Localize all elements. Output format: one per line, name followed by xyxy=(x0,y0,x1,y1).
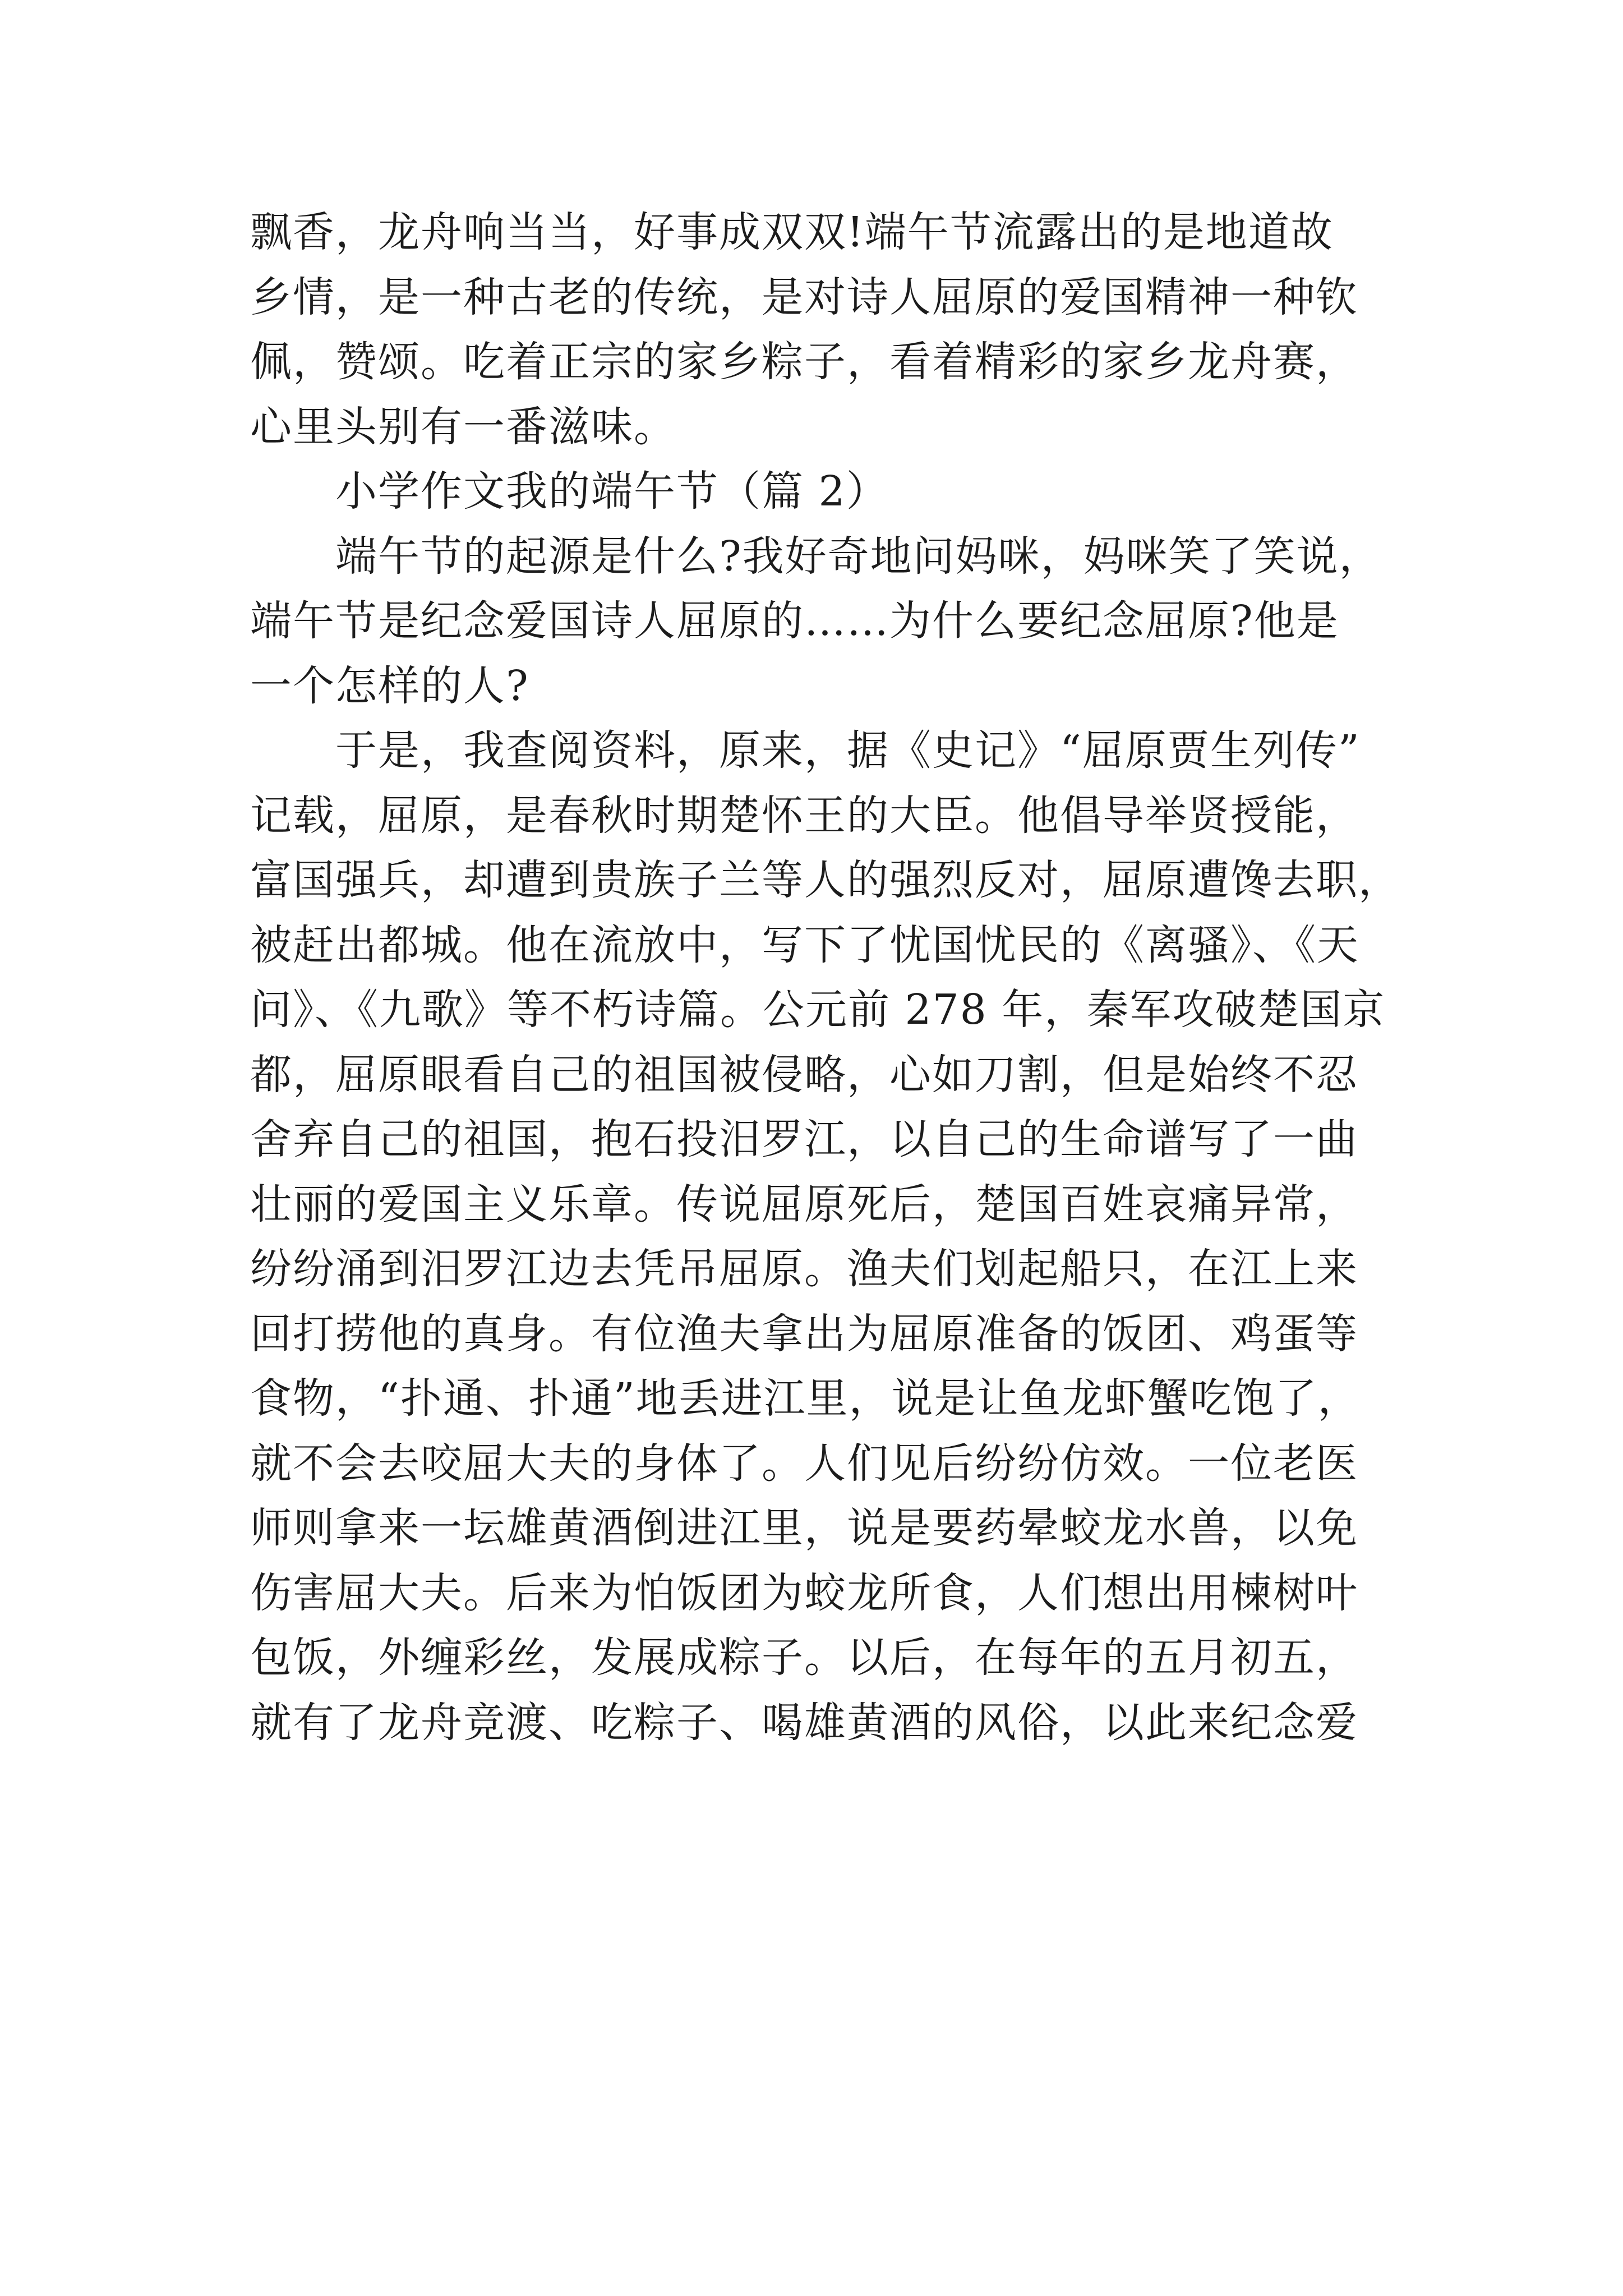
text-line: 被赶出都城。他在流放中，写下了忧国忧民的《离骚》、《天 xyxy=(250,921,1359,969)
text-line: 富国强兵，却遭到贵族子兰等人的强烈反对，屈原遭馋去职， xyxy=(250,856,1401,904)
text-line: 佩，赞颂。吃着正宗的家乡粽子，看着精彩的家乡龙舟赛， xyxy=(250,338,1358,386)
text-line: 记载，屈原，是春秋时期楚怀王的大臣。他倡导举贤授能， xyxy=(250,791,1358,840)
paragraph-3 xyxy=(250,719,1401,1755)
text-line: 问》、《九歌》等不朽诗篇。公元前 278 年，秦军攻破楚国京 xyxy=(250,986,1386,1034)
text-line: 舍弃自己的祖国，抱石投汨罗江，以自己的生命谱写了一曲 xyxy=(250,1115,1358,1163)
text-line: 壮丽的爱国主义乐章。传说屈原死后，楚国百姓哀痛异常， xyxy=(250,1180,1358,1228)
text-line: 心里头别有一番滋味。 xyxy=(250,402,676,451)
text-line: 乡情，是一种古老的传统，是对诗人屈原的爱国精神一种钦 xyxy=(250,273,1358,321)
text-line: 一个怎样的人? xyxy=(250,661,529,710)
section-heading: 小学作文我的端午节（篇 2） xyxy=(335,467,889,516)
text-line: 端午节是纪念爱国诗人屈原的……为什么要纪念屈原?他是 xyxy=(250,597,1339,645)
text-line: 端午节的起源是什么?我好奇地问妈咪，妈咪笑了笑说， xyxy=(335,532,1382,581)
text-line: 就不会去咬屈大夫的身体了。人们见后纷纷仿效。一位老医 xyxy=(250,1439,1358,1488)
text-line: 伤害屈大夫。后来为怕饭团为蛟龙所食，人们想出用楝树叶 xyxy=(250,1568,1358,1617)
text-line: 纷纷涌到汨罗江边去凭吊屈原。渔夫们划起船只，在江上来 xyxy=(250,1245,1358,1293)
text-line: 食物，“扑通、扑通”地丢进江里，说是让鱼龙虾蟹吃饱了， xyxy=(250,1374,1361,1423)
body-text xyxy=(250,200,1401,1755)
text-line: 就有了龙舟竞渡、吃粽子、喝雄黄酒的风俗，以此来纪念爱 xyxy=(250,1698,1358,1747)
text-line: 于是，我查阅资料，原来，据《史记》“屈原贾生列传” xyxy=(335,726,1361,775)
text-line: 飘香，龙舟响当当，好事成双双!端午节流露出的是地道故 xyxy=(250,208,1334,256)
paragraph-2 xyxy=(250,524,1383,719)
text-line: 师则拿来一坛雄黄酒倒进江里，说是要药晕蛟龙水兽，以免 xyxy=(250,1504,1358,1552)
text-line: 都，屈原眼看自己的祖国被侵略，心如刀割，但是始终不忍 xyxy=(250,1050,1358,1099)
text-line: 包饭，外缠彩丝，发展成粽子。以后，在每年的五月初五， xyxy=(250,1634,1358,1682)
text-line: 回打捞他的真身。有位渔夫拿出为屈原准备的饭团、鸡蛋等 xyxy=(250,1309,1358,1358)
paragraph-1 xyxy=(250,200,1383,459)
